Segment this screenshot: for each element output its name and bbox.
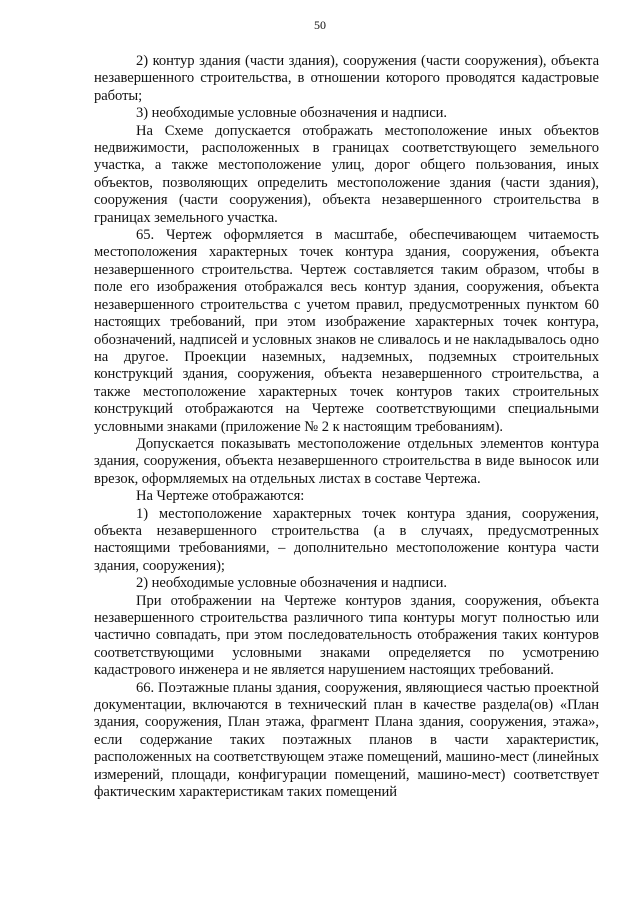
page-number: 50 (314, 18, 326, 32)
paragraph-drawing-shows: На Чертеже отображаются: (136, 488, 305, 505)
paragraph-clause-65: 65. Чертеж оформляется в масштабе, обеспечивающем читаемость местоположения характерных точек контура здания, сооружения, объекта незавершенного строительства. Чертеж составляется таким образом, чтобы в поле его изображения отображался весь контур здания, сооружения, объекта незавершенного строительства с учетом правил, предусмотренных пунктом 60 настоящих требований, при этом изображение характерных точек контура, обозначений, надписей и условных знаков не сливалось и не накладывалось одно на другое. Проекции наземных, надземных, подземных строительных конструкций здания, сооружения, объекта незавершенного строительства, а также местоположение характерных точек контуров таких строительных конструкций отображаются на Чертеже соответствующими специальными условными знаками (приложение № 2 к настоящим требованиям). (94, 227, 599, 435)
paragraph-drawing-item-1: 1) местоположение характерных точек контура здания, сооружения, объекта незавершенного строительства (а в случаях, предусмотренных настоящими требованиями, – дополнительно местоположение контура части здания, сооружения); (94, 505, 599, 574)
paragraph-item-2-contour: 2) контур здания (части здания), сооружения (части сооружения), объекта незавершенного строительства, в отношении которого проводятся кадастровые работы; (94, 53, 599, 104)
paragraph-drawing-item-2: 2) необходимые условные обозначения и надписи. (136, 575, 447, 592)
paragraph-contours-overlap: При отображении на Чертеже контуров здания, сооружения, объекта незавершенного строительства различного типа контуры могут полностью или частично совпадать, при этом последовательность отображения таких контуров соответствующими условными знаками определяется по усмотрению кадастрового инженера и не является нарушением настоящих требований. (94, 592, 599, 679)
paragraph-scheme-note: На Схеме допускается отображать местоположение иных объектов недвижимости, расположенных в границах соответствующего земельного участка, а также местоположение улиц, дорог общего пользования, иных объектов, позволяющих определить местоположение здания (части здания), сооружения (части сооружения), объекта незавершенного строительства в границах земельного участка. (94, 122, 599, 226)
document-body (94, 53, 599, 801)
paragraph-callouts-note: Допускается показывать местоположение отдельных элементов контура здания, сооружения, объекта незавершенного строительства в виде выносок или врезок, оформляемых на отдельных листах в составе Чертежа. (94, 435, 599, 487)
paragraph-clause-66: 66. Поэтажные планы здания, сооружения, являющиеся частью проектной документации, включаются в технический план в качестве раздела(ов) «План здания, сооружения, План этажа, фрагмент Плана здания, сооружения, этажа», если содержание таких поэтажных планов в части характеристик, расположенных на соответствующем этаже помещений, машино-мест (линейных измерений, площади, конфигурации помещений, машино-мест) соответствует фактическим характеристикам таких помещений (94, 679, 599, 801)
paragraph-item-3-symbols: 3) необходимые условные обозначения и надписи. (136, 105, 447, 122)
